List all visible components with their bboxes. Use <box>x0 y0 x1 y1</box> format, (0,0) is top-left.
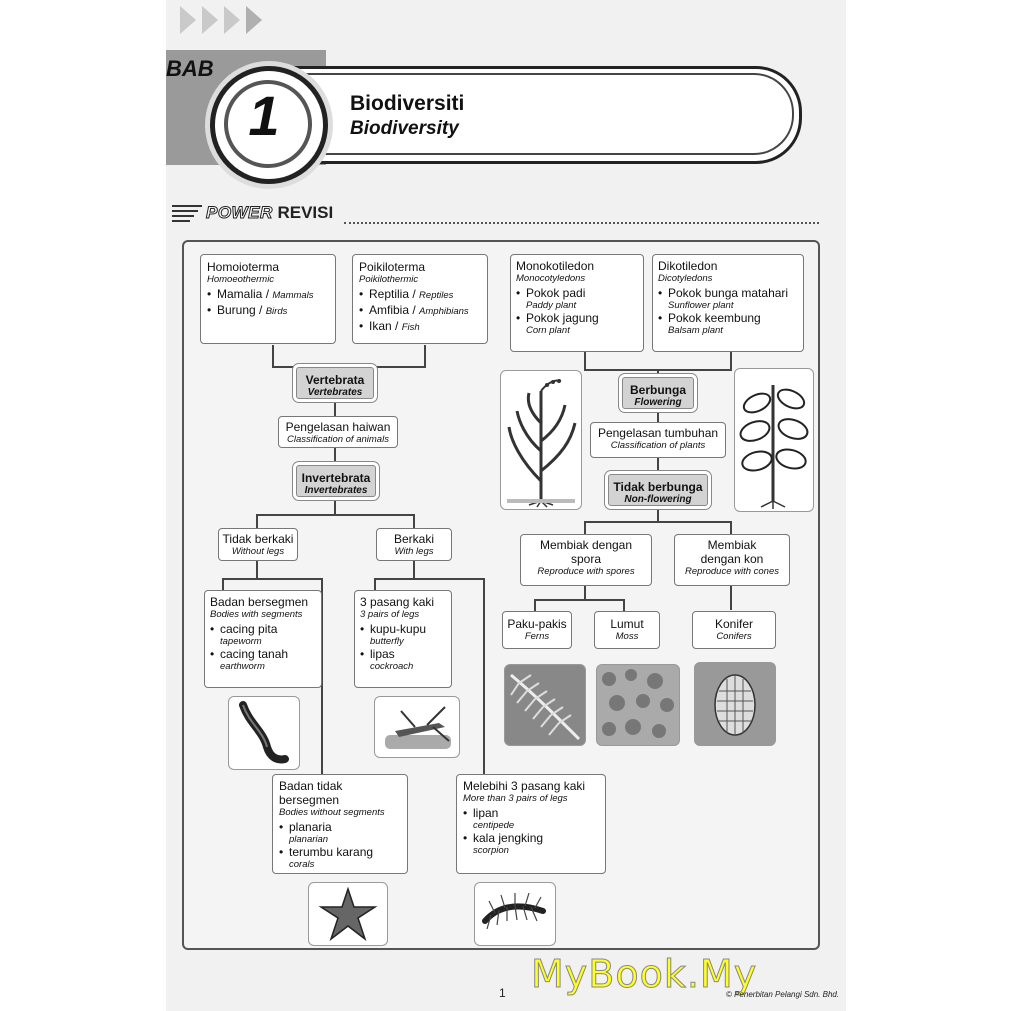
spora-node: Membiak dengan spora Reproduce with spores <box>520 534 652 586</box>
chevron-decoration <box>202 6 218 34</box>
moss-image <box>596 664 680 746</box>
animal-classification-node: Pengelasan haiwan Classification of animals <box>278 416 398 448</box>
homoioterma-title: Homoioterma <box>207 260 280 274</box>
list-item: • lipan centipede <box>463 806 515 831</box>
list-item: • Pokok jagung Corn plant <box>516 311 599 336</box>
chapter-number: 1 <box>248 84 280 147</box>
chevron-decoration <box>246 6 262 34</box>
list-item: • Ikan / Fish <box>359 319 420 333</box>
lumut-node: Lumut Moss <box>594 611 660 649</box>
chapter-number-badge <box>210 66 328 184</box>
homoioterma-box <box>200 254 336 344</box>
tiga-pasang-kaki-box: 3 pasang kaki 3 pairs of legs • kupu-kupu butterfly • lipas cockroach <box>354 590 452 688</box>
section-heading <box>172 201 347 225</box>
grasshopper-image <box>374 696 460 758</box>
list-item: • Amfibia / Amphibians <box>359 303 469 317</box>
chevron-decoration <box>224 6 240 34</box>
list-item: • Pokok padi Paddy plant <box>516 286 586 311</box>
invertebrata-node: Invertebrata Invertebrates <box>296 465 376 497</box>
list-item: • cacing pita tapeworm <box>210 622 278 647</box>
plant-classification-node: Pengelasan tumbuhan Classification of plants <box>590 422 726 458</box>
watermark: MyBook.My <box>531 952 758 996</box>
vertebrata-node: Vertebrata Vertebrates <box>296 367 374 399</box>
monokotiledon-box: Monokotiledon Monocotyledons • Pokok padi Paddy plant • Pokok jagung Corn plant <box>510 254 644 352</box>
list-item: • lipas cockroach <box>360 647 414 672</box>
list-item: • Pokok keembung Balsam plant <box>658 311 761 336</box>
list-item: • Burung / Birds <box>207 303 288 317</box>
list-item: • cacing tanah earthworm <box>210 647 289 672</box>
list-item: • Reptilia / Reptiles <box>359 287 454 301</box>
paku-pakis-node: Paku-pakis Ferns <box>502 611 572 649</box>
badan-bersegmen-box: Badan bersegmen Bodies with segments • cacing pita tapeworm • cacing tanah earthworm <box>204 590 322 688</box>
konifer-node: Konifer Conifers <box>692 611 776 649</box>
dotted-divider <box>344 222 819 224</box>
list-item: • Mamalia / Mammals <box>207 287 314 301</box>
copyright-text: © Penerbitan Pelangi Sdn. Bhd. <box>726 990 840 999</box>
poikiloterma-box <box>352 254 488 344</box>
pine-cone-image <box>694 662 776 746</box>
list-item: • terumbu karang corals <box>279 845 374 870</box>
tidak-berkaki-node: Tidak berkaki Without legs <box>218 528 298 561</box>
centipede-image <box>474 882 556 946</box>
berbunga-node: Berbunga Flowering <box>622 377 694 409</box>
starfish-image <box>308 882 388 946</box>
dikotiledon-box: Dikotiledon Dicotyledons • Pokok bunga matahari Sunflower plant • Pokok keembung Balsam plant <box>652 254 804 352</box>
power-label: POWER <box>206 203 273 222</box>
kon-node: Membiak dengan kon Reproduce with cones <box>674 534 790 586</box>
page-number: 1 <box>499 986 506 1000</box>
homoioterma-subtitle: Homoeothermic <box>207 274 275 285</box>
corn-plant-image <box>500 370 582 510</box>
poikiloterma-subtitle: Poikilothermic <box>359 274 419 285</box>
chapter-title: Biodiversiti <box>350 92 465 115</box>
page-margin <box>0 0 166 1011</box>
earthworm-image <box>228 696 300 770</box>
list-item: • Pokok bunga matahari Sunflower plant <box>658 286 789 311</box>
balsam-plant-image <box>734 368 814 512</box>
chevron-decoration <box>180 6 196 34</box>
list-item: • planaria planarian <box>279 820 332 845</box>
chapter-subtitle: Biodiversity <box>350 118 459 139</box>
melebihi-tiga-pasang-box: Melebihi 3 pasang kaki More than 3 pairs of legs • lipan centipede • kala jengking scorpion <box>456 774 606 874</box>
list-item: • kupu-kupu butterfly <box>360 622 427 647</box>
concept-map <box>182 240 820 950</box>
textbook-page <box>166 0 846 1011</box>
tidak-berbunga-node: Tidak berbunga Non-flowering <box>608 474 708 506</box>
badan-tidak-bersegmen-box: Badan tidak bersegmen Bodies without segments • planaria planarian • terumbu karang corals <box>272 774 408 874</box>
fern-image <box>504 664 586 746</box>
list-item: • kala jengking scorpion <box>463 831 544 856</box>
poikiloterma-title: Poikiloterma <box>359 260 426 274</box>
berkaki-node: Berkaki With legs <box>376 528 452 561</box>
bab-label: BAB <box>166 56 214 81</box>
revisi-label: REVISI <box>277 203 334 222</box>
